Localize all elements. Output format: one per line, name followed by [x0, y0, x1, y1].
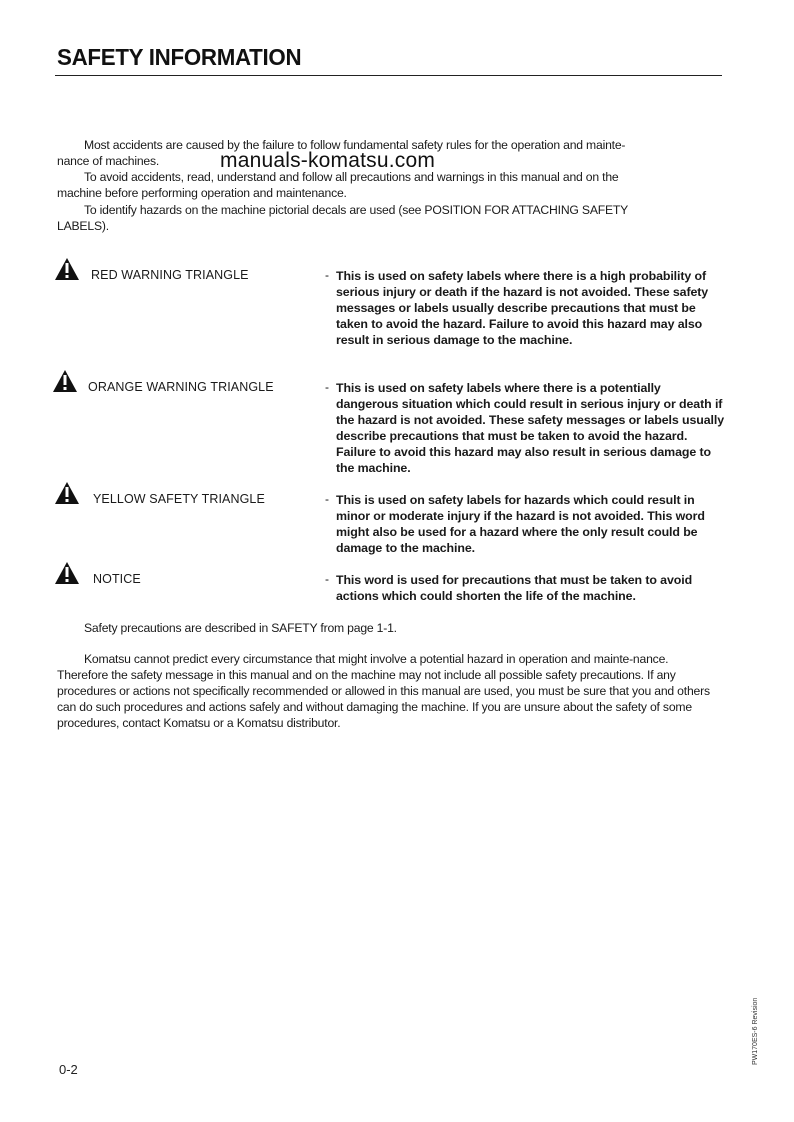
signal-label: ORANGE WARNING TRIANGLE	[88, 380, 274, 394]
side-code: PW170ES-6 Revision	[752, 997, 759, 1065]
signal-label: RED WARNING TRIANGLE	[91, 268, 249, 282]
intro-p1-line2: nance of machines.	[57, 154, 160, 168]
title-rule	[55, 75, 722, 76]
intro-p2-line1: To avoid accidents, read, understand and follow all precautions and warnings in this manual and on the	[84, 170, 619, 184]
signal-label: YELLOW SAFETY TRIANGLE	[93, 492, 265, 506]
signal-description: This is used on safety labels where there is a high probability of serious injury or death if the hazard is not avoided. These safety messages or labels usually describe precautions that must be taken to avoid the hazard. Failure to avoid this hazard may also result in serious damage to the machine.	[336, 269, 709, 347]
intro-paragraph-3	[57, 202, 722, 234]
signal-description: This word is used for precautions that must be taken to avoid actions which could shorten the life of the machine.	[336, 573, 693, 603]
intro-p3-line1: To identify hazards on the machine pictorial decals are used (see POSITION FOR ATTACHING SAFETY	[84, 203, 629, 217]
signal-dash: -	[325, 268, 329, 282]
warning-triangle-icon	[55, 258, 79, 280]
closing-paragraph-1	[57, 620, 722, 636]
signal-dash: -	[325, 492, 329, 506]
intro-paragraph-2	[57, 169, 722, 201]
warning-triangle-icon	[55, 482, 79, 504]
closing-p1-text: Safety precautions are described in SAFETY from page 1-1.	[84, 621, 397, 635]
page-title: SAFETY INFORMATION	[57, 44, 302, 70]
signal-dash: -	[325, 380, 329, 394]
intro-p2-line2: machine before performing operation and maintenance.	[57, 186, 347, 200]
signal-label: NOTICE	[93, 572, 141, 586]
intro-p3-line2: LABELS).	[57, 219, 109, 233]
page-number: 0-2	[59, 1062, 78, 1077]
signal-description: This is used on safety labels where there is a potentially dangerous situation which could result in serious injury or death if the hazard is not avoided. These safety messages or labels usually describe precautions that must be taken to avoid the hazard. Failure to avoid this hazard may also result in serious damage to the machine.	[336, 381, 724, 475]
warning-triangle-icon	[55, 562, 79, 584]
watermark: manuals-komatsu.com	[220, 149, 436, 172]
signal-dash: -	[325, 572, 329, 586]
closing-paragraph-2: Komatsu cannot predict every circumstance that might involve a potential hazard in operation and mainte-nance. Therefore the safety message in this manual and on the machine may not include all possible safety precautions. If any procedures or actions not specifically recommended or allowed in this manual are used, you must be sure that you and others can do such procedures and actions safely and without damaging the machine. If you are unsure about the safety of some procedures, contact Komatsu or a Komatsu distributor.	[57, 652, 710, 730]
intro-p1-line1: Most accidents are caused by the failure to follow fundamental safety rules for the operation and mainte-	[84, 138, 626, 152]
signal-description: This is used on safety labels for hazards which could result in minor or moderate injury if the hazard is not avoided. This word might also be used for a hazard where the only result could be damage to the machine.	[336, 493, 705, 555]
warning-triangle-icon	[53, 370, 77, 392]
